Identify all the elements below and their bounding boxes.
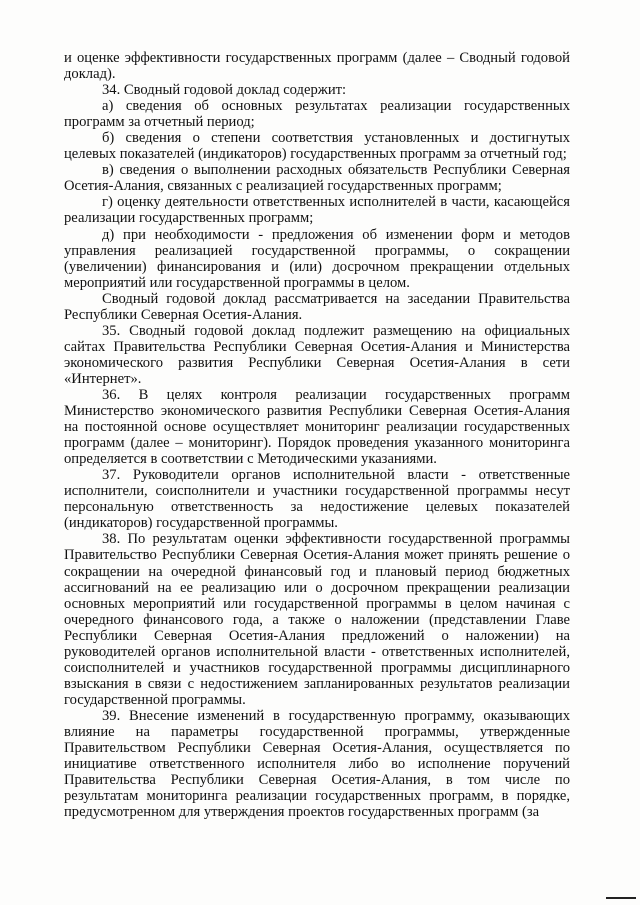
paragraph-39: 39. Внесение изменений в государственную программу, оказывающих влияние на параметры государственной программы, утвержденные Правительством Республики Северная Осетия-Алания, осуществляется по инициативе ответственного исполнителя либо во исполнение поручений Правительства Республики Северная Осетия-Алания, в том числе по результатам мониторинга реализации государственных программ, в порядке, предусмотренном для утверждения проектов государственных программ (за (64, 707, 570, 821)
paragraph-34-review: Сводный годовой доклад рассматривается на заседании Правительства Республики Северная Осетия-Алания. (64, 290, 570, 323)
scan-corner-mark (606, 897, 636, 899)
paragraph-34-a: а) сведения об основных результатах реализации государственных программ за отчетный период; (64, 98, 570, 131)
paragraph-34-g: г) оценку деятельности ответственных исполнителей в части, касающейся реализации государственных программ; (64, 194, 570, 227)
paragraph-38: 38. По результатам оценки эффективности государственной программы Правительство Республики Северная Осетия-Алания может принять решение о сокращении на очередной финансовый год и плановый период бюджетных ассигнований на ее реализацию или о досрочном прекращении реализации основных мероприятий или государственной программы в целом начиная с очередного финансового года, а также о наложении (представлении Главе Республики Северная Осетия-Алания предложений о наложении) на руководителей органов исполнительной власти - ответственных исполнителей, соисполнителей и участников государственной программы дисциплинарного взыскания в связи с недостижением запланированных результатов реализации государственной программы. (64, 531, 570, 708)
paragraph-34-b: б) сведения о степени соответствия установленных и достигнутых целевых показателей (индикаторов) государственных программ за отчетный год; (64, 130, 570, 163)
paragraph-intro-continuation: и оценке эффективности государственных программ (далее – Сводный годовой доклад). (64, 50, 570, 83)
paragraph-35: 35. Сводный годовой доклад подлежит размещению на официальных сайтах Правительства Республики Северная Осетия-Алания и Министерства экономического развития Республики Северная Осетия-Алания в сети «Интернет». (64, 322, 570, 387)
paragraph-37: 37. Руководители органов исполнительной власти - ответственные исполнители, соисполнители и участники государственной программы несут персональную ответственность за недостижение целевых показателей (индикаторов) государственной программы. (64, 467, 570, 532)
paragraph-36: 36. В целях контроля реализации государственных программ Министерство экономического развития Республики Северная Осетия-Алания на постоянной основе осуществляет мониторинг реализации государственных программ (далее – мониторинг). Порядок проведения указанного мониторинга определяется в соответствии с Методическими указаниями. (64, 386, 570, 468)
paragraph-34-v: в) сведения о выполнении расходных обязательств Республики Северная Осетия-Алания, связанных с реализацией государственных программ; (64, 162, 570, 195)
paragraph-34: 34. Сводный годовой доклад содержит: (102, 82, 347, 99)
document-body (64, 50, 570, 820)
paragraph-34-d: д) при необходимости - предложения об изменении форм и методов управления реализацией государственной программы, о сокращении (увеличении) финансирования и (или) досрочном прекращении отдельных мероприятий или государственной программы в целом. (64, 226, 570, 291)
